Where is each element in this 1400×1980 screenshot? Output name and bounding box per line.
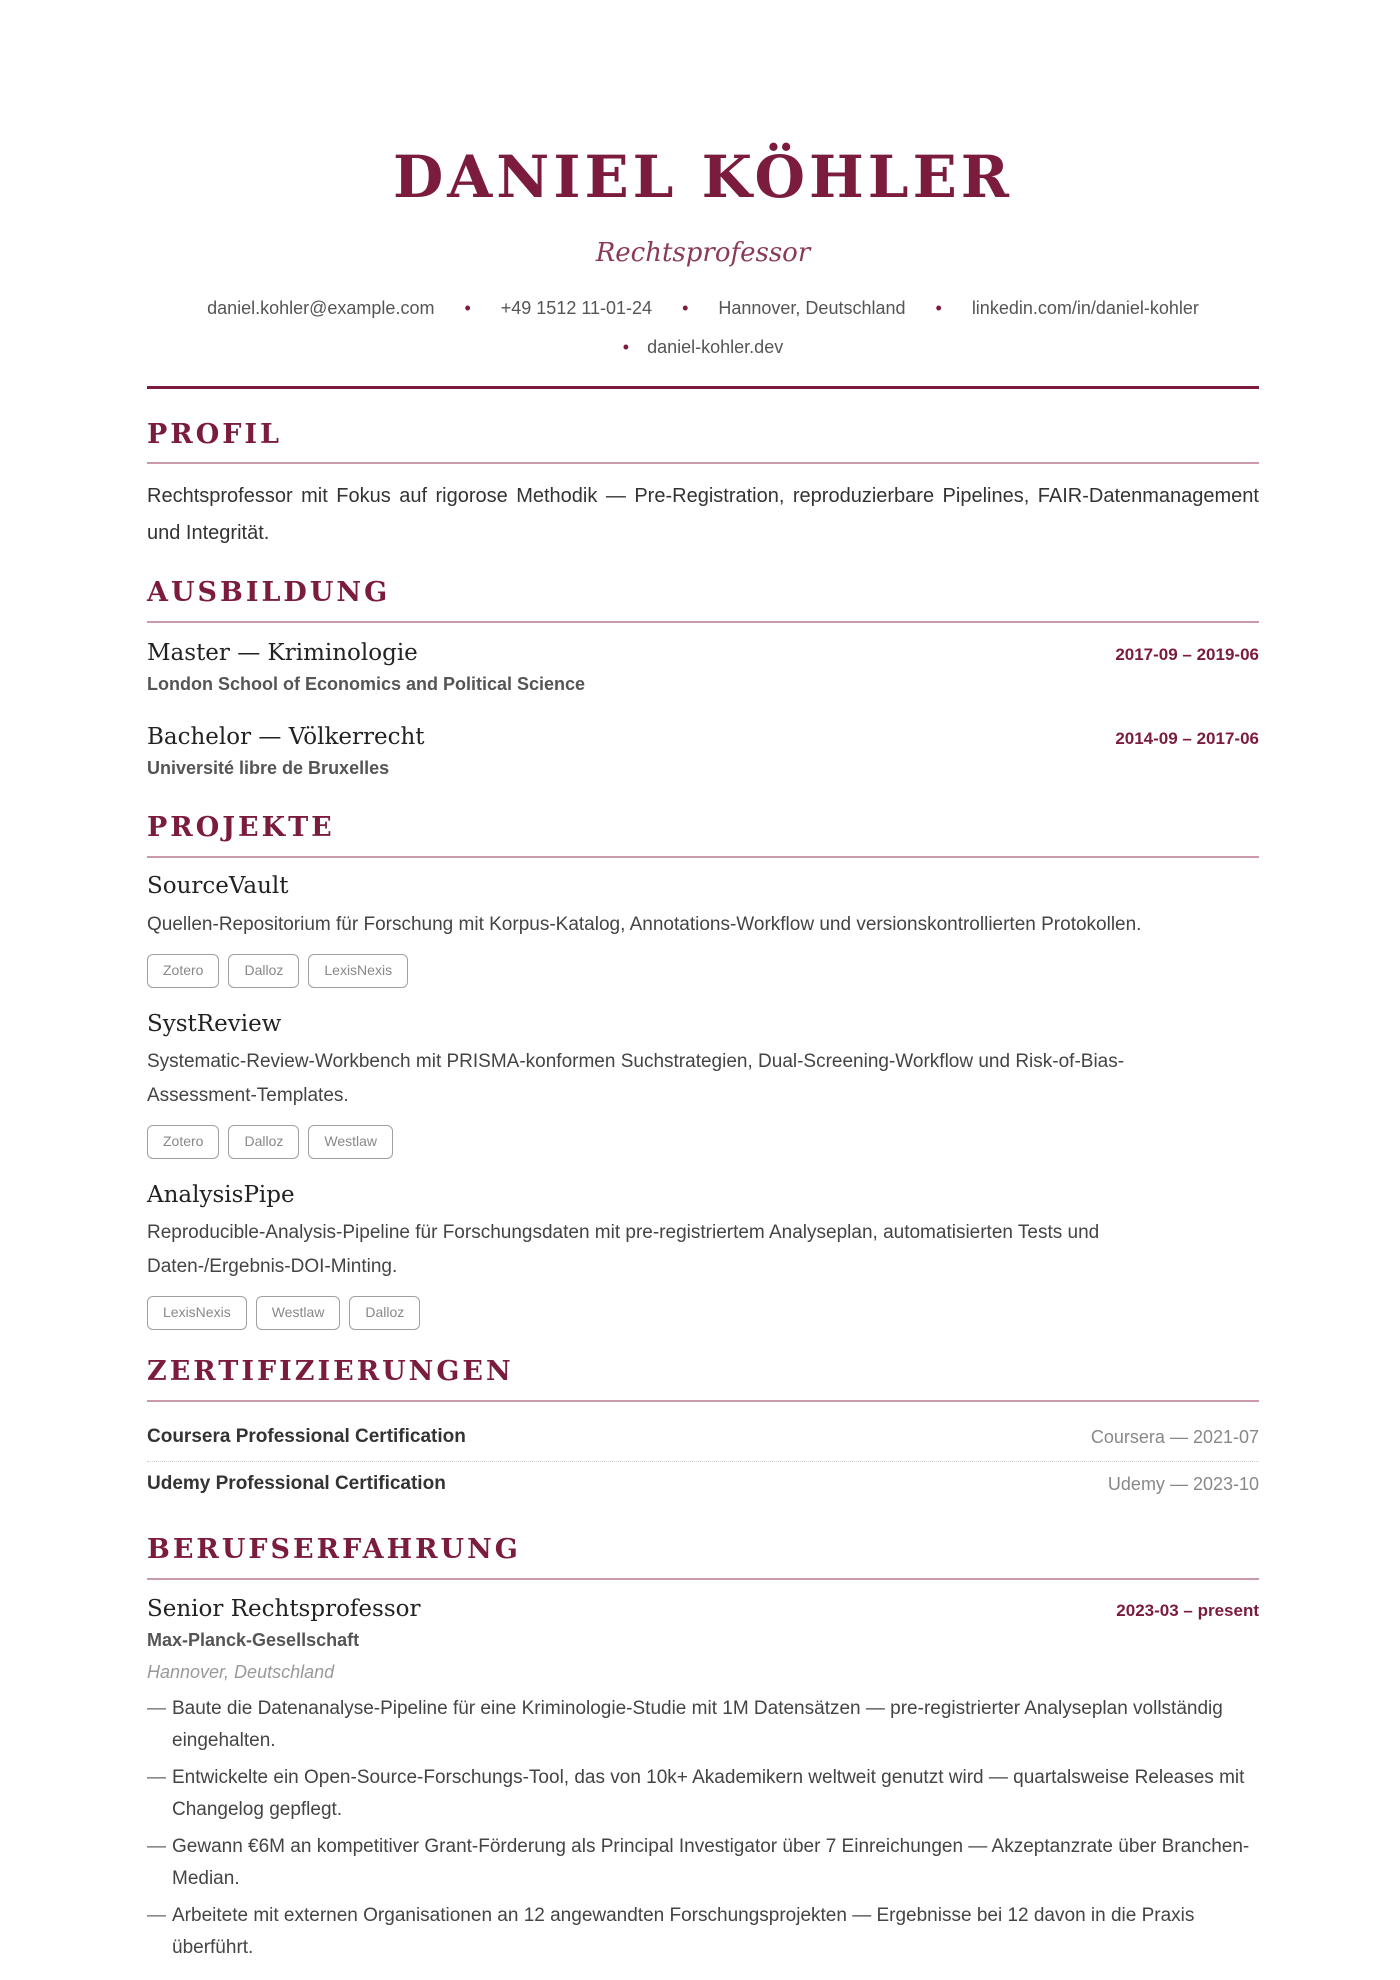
tech-tag: Westlaw [308, 1125, 393, 1159]
section-divider [147, 621, 1259, 623]
separator-dot: • [622, 337, 630, 357]
achievement-item: — Arbeitete mit externen Organisationen an 12 angewandten Forschungsprojekten — Ergebnisse bei 12 davon in die Praxis überführt. [147, 1900, 1259, 1964]
contact-line [147, 296, 1259, 320]
section-divider [147, 1400, 1259, 1402]
header-divider [147, 386, 1259, 389]
tech-tag: LexisNexis [308, 954, 408, 988]
tech-tag: Westlaw [256, 1296, 341, 1330]
project-tags [147, 1296, 420, 1330]
education-school: London School of Economics and Political Science [147, 674, 586, 694]
certification-name: Coursera Professional Certification [147, 1426, 466, 1447]
email-link[interactable]: daniel.kohler@example.com [207, 298, 435, 318]
tech-tag: Zotero [147, 1125, 219, 1159]
project-name: AnalysisPipe [147, 1182, 295, 1208]
tech-tag: Zotero [147, 954, 219, 988]
certification-divider [147, 1461, 1259, 1462]
project-tags [147, 1125, 393, 1159]
section-title-projekte: PROJEKTE [147, 812, 335, 843]
job-employer: Max-Planck-Gesellschaft [147, 1630, 360, 1650]
certification-meta: Udemy — 2023-10 [1107, 1474, 1259, 1494]
tech-tag: LexisNexis [147, 1296, 247, 1330]
separator-dot: • [935, 298, 942, 318]
achievement-item: — Entwickelte ein Open-Source-Forschungs-Tool, das von 10k+ Akademikern weltweit genutzt wird — quartalsweise Releases mit Changelog gepflegt. [147, 1762, 1259, 1826]
job-location: Hannover, Deutschland [147, 1662, 335, 1682]
achievement-item: — Gewann €6M an kompetitiver Grant-Förderung als Principal Investigator über 7 Einreichungen — Akzeptanzrate über Branchen-Median. [147, 1831, 1259, 1895]
section-title-berufserfahrung: BERUFSERFAHRUNG [147, 1534, 521, 1565]
job-title: Rechtsprofessor [595, 238, 811, 268]
education-school: Université libre de Bruxelles [147, 758, 390, 778]
linkedin-link[interactable]: linkedin.com/in/daniel-kohler [971, 298, 1199, 318]
education-dates: 2017-09 – 2019-06 [1115, 645, 1259, 664]
project-tags [147, 954, 408, 988]
job-achievements [147, 1693, 1259, 1969]
project-description: Quellen-Repositorium für Forschung mit Korpus-Katalog, Annotations-Workflow und versionskontrollierten Protokollen. [147, 914, 1142, 935]
separator-dot: • [464, 298, 471, 318]
section-divider [147, 856, 1259, 858]
achievement-item: — Baute die Datenanalyse-Pipeline für eine Kriminologie-Studie mit 1M Datensätzen — pre-registrierter Analyseplan vollständig eingehalten. [147, 1693, 1259, 1757]
website-link[interactable]: daniel-kohler.dev [647, 337, 784, 357]
profile-summary: Rechtsprofessor mit Fokus auf rigorose Methodik — Pre-Registration, reproduzierbare Pipelines, FAIR-Datenmanagement und Integrität. [147, 485, 1259, 544]
separator-dot: • [682, 298, 689, 318]
certification-meta: Coursera — 2021-07 [1090, 1427, 1259, 1447]
tech-tag: Dalloz [228, 1125, 299, 1159]
section-title-ausbildung: AUSBILDUNG [147, 577, 391, 608]
tech-tag: Dalloz [349, 1296, 420, 1330]
location-text: Hannover, Deutschland [718, 298, 906, 318]
section-title-zertifizierungen: ZERTIFIZIERUNGEN [147, 1356, 514, 1387]
section-divider [147, 462, 1259, 464]
tech-tag: Dalloz [228, 954, 299, 988]
education-degree: Master — Kriminologie [147, 640, 418, 666]
job-dates: 2023-03 – present [1116, 1601, 1259, 1620]
person-name: DANIEL KÖHLER [393, 143, 1013, 211]
contact-line-2 [147, 335, 1259, 359]
education-degree: Bachelor — Völkerrecht [147, 724, 425, 750]
education-dates: 2014-09 – 2017-06 [1115, 729, 1259, 748]
project-name: SystReview [147, 1011, 282, 1037]
section-divider [147, 1578, 1259, 1580]
phone-number: +49 1512 11-01-24 [500, 298, 653, 318]
job-role: Senior Rechtsprofessor [147, 1596, 421, 1622]
certification-name: Udemy Professional Certification [147, 1473, 446, 1494]
project-name: SourceVault [147, 873, 289, 899]
project-description: Systematic-Review-Workbench mit PRISMA-konformen Suchstrategien, Dual-Screening-Workflow und Risk-of-Bias-Assessment-Templates. [147, 1051, 1125, 1106]
project-description: Reproducible-Analysis-Pipeline für Forschungsdaten mit pre-registriertem Analyseplan, automatisierten Tests und Daten-/Ergebnis-DOI-Minting. [147, 1222, 1100, 1277]
section-title-profil: PROFIL [147, 419, 283, 450]
